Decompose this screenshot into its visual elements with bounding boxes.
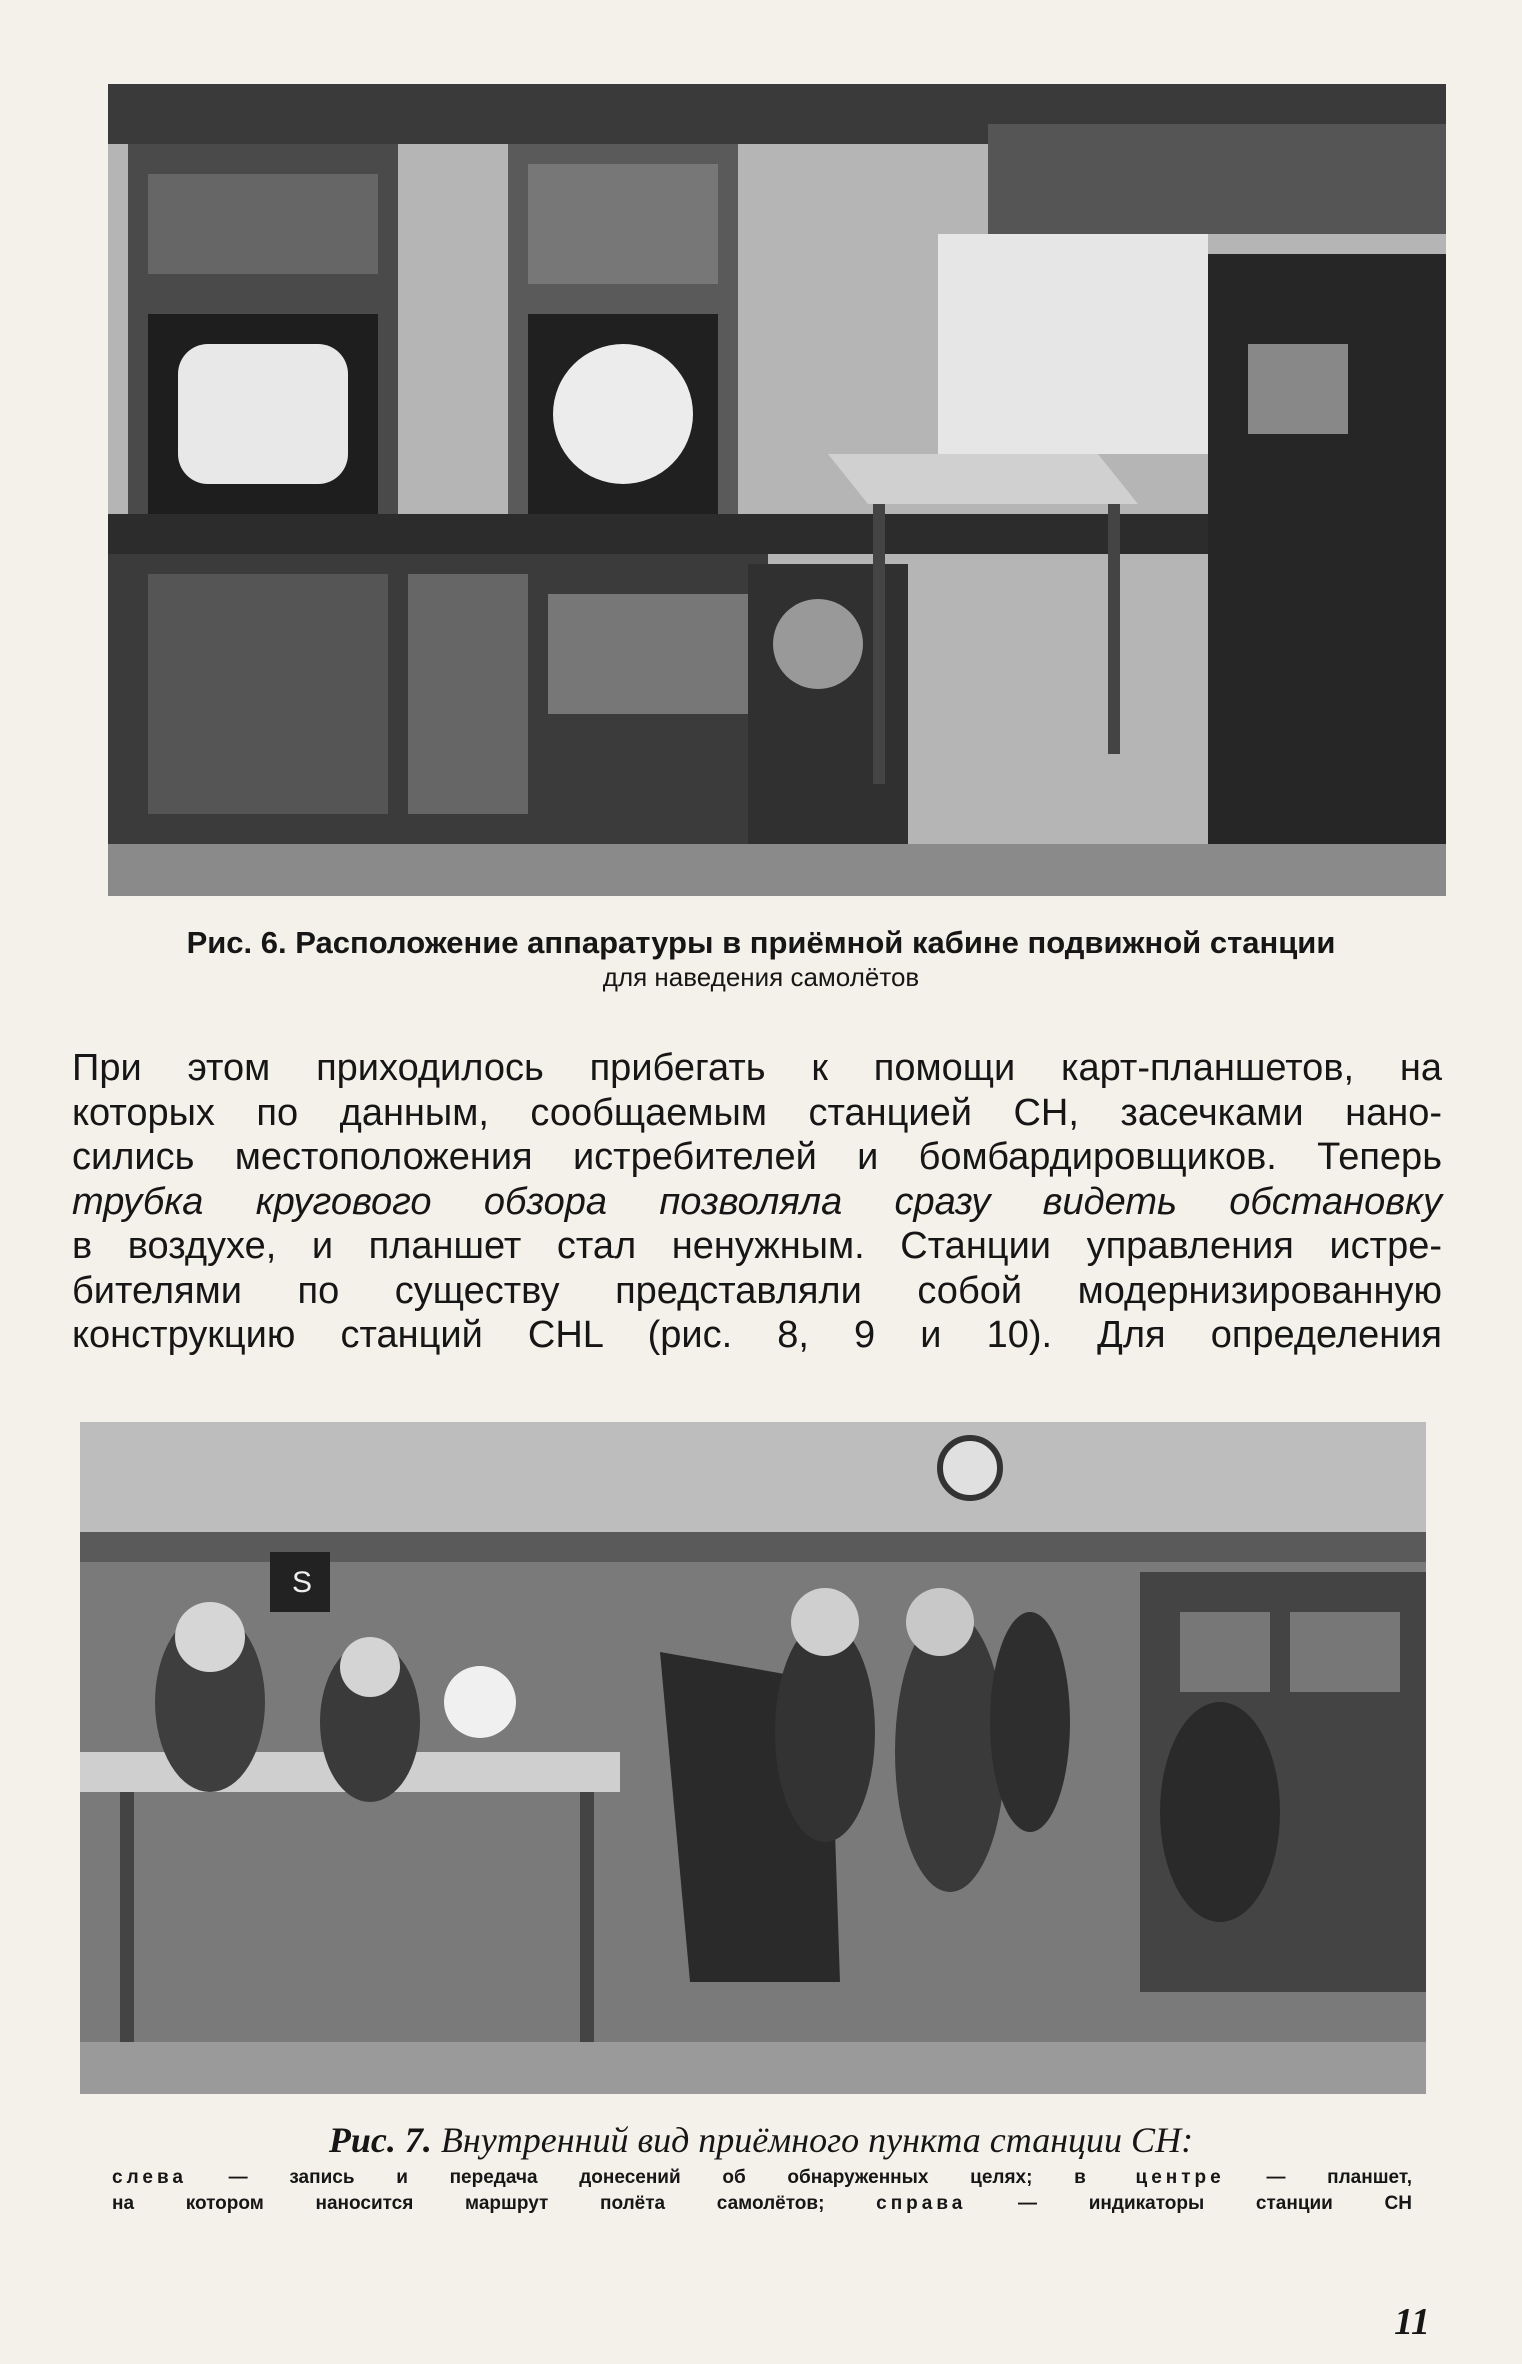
page-number: 11: [1394, 2301, 1430, 2343]
figure-7-caption-detail-line2: [112, 2192, 1412, 2216]
body-line: которых по данным, сообщаемым станцией СН, засечками нано-: [72, 1091, 1442, 1134]
center-text: — планшет,: [1266, 2167, 1413, 2188]
figure-7-caption: [0, 2118, 1522, 2214]
right-label: справа: [876, 2193, 967, 2214]
body-line: При этом приходилось прибегать к помощи карт-планшетов, на: [72, 1047, 1442, 1089]
svg-text:S: S: [292, 1566, 313, 1599]
figure-6-caption-line2: для наведения самолётов: [602, 962, 920, 992]
figure-7-caption-detail-line1: [112, 2166, 1412, 2190]
body-line: трубка кругового обзора позволяла сразу видеть обстановку: [72, 1180, 1442, 1223]
figure-6-number: Рис. 6.: [186, 925, 287, 960]
figure-6-caption: [0, 924, 1522, 992]
body-line: сились местоположения истребителей и бомбардировщиков. Теперь: [72, 1136, 1442, 1178]
figure-7-number: Рис. 7.: [328, 2120, 432, 2160]
station-interior-illustration: [80, 1422, 1426, 2094]
right-text: — индикаторы станции СН: [1018, 2193, 1412, 2214]
left-text: — запись и передача донесений об обнаруженных целях;: [228, 2167, 1033, 2188]
center-text-cont: на котором наносится маршрут полёта самолётов;: [112, 2193, 825, 2214]
figure-7-caption-title: Внутренний вид приёмного пункта станции СН:: [440, 2120, 1194, 2160]
figure-7-photo: [80, 1422, 1426, 2094]
body-paragraph: [72, 1046, 1442, 1358]
body-line: конструкцию станций CHL (рис. 8, 9 и 10). Для определения: [72, 1314, 1442, 1356]
body-line: бителями по существу представляли собой модернизированную: [72, 1269, 1442, 1312]
center-label: в центре: [1074, 2167, 1225, 2188]
left-label: слева: [112, 2167, 187, 2188]
figure-6-caption-line1: Расположение аппаратуры в приёмной кабине подвижной станции: [295, 925, 1336, 960]
equipment-cabin-illustration: [108, 84, 1446, 896]
figure-6-photo: [108, 84, 1446, 896]
body-line: в воздухе, и планшет стал ненужным. Станции управления истре-: [72, 1225, 1442, 1267]
